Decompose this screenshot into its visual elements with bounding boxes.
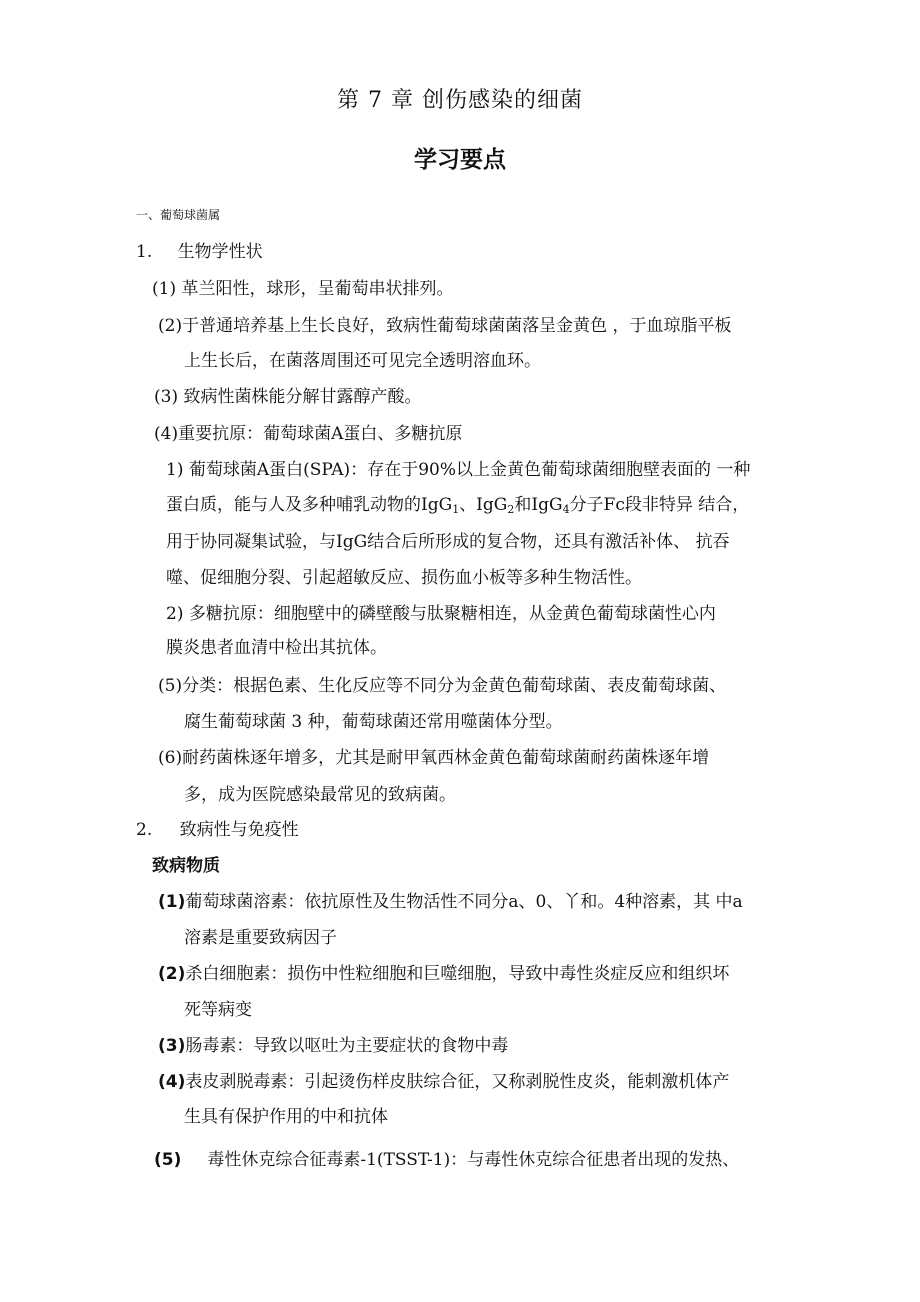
para-1: (1) 革兰阳性，球形，呈葡萄串状排列。 [152,279,454,299]
text-run: 、IgG [459,495,508,515]
text-run: 分子Fc段非特异 结合， [569,495,750,515]
para-5-line-2: 腐生葡萄球菌 3 种，葡萄球菌还常用噬菌体分型。 [184,712,563,732]
item-1-line-2: 溶素是重要致病因子 [184,928,337,948]
heading-2 [136,819,299,841]
item-text: 表皮剥脱毒素：引起烫伤样皮肤综合征，又称剥脱性皮炎，能刺激机体产 [185,1072,730,1092]
item-text: 毒性休克综合征毒素-1(TSST-1)：与毒性休克综合征患者出现的发热、 [207,1150,740,1170]
para-2-line-1: (2)于普通培养基上生长良好，致病性葡萄球菌菌落呈金黄色 ，于血琼脂平板 [158,316,732,336]
heading-1-text: 生物学性状 [177,242,263,262]
section-label: 一、葡萄球菌属 [136,208,221,222]
item-4-line-2: 生具有保护作用的中和抗体 [184,1107,388,1127]
para-6-line-2: 多，成为医院感染最常见的致病菌。 [184,785,456,805]
item-4-line-1 [158,1071,729,1093]
subscript: 2 [507,503,515,516]
text-run: 和IgG [514,495,563,515]
heading-1-number: 1. [136,242,153,262]
subscript: 1 [452,503,460,516]
para-4-1-line-1: 1) 葡萄球菌A蛋白(SPA)：存在于90%以上金黄色葡萄球菌细胞壁表面的 一种 [166,460,751,480]
para-4: (4)重要抗原：葡萄球菌A蛋白、多糖抗原 [154,424,463,444]
para-3: (3) 致病性菌株能分解甘露醇产酸。 [154,387,422,407]
para-4-1-line-3: 用于协同凝集试验，与IgG结合后所形成的复合物，还具有激活补体、 抗吞 [166,532,730,552]
text-run: 蛋白质，能与人及多种哺乳动物的IgG [166,495,453,515]
item-text: 葡萄球菌溶素：依抗原性及生物活性不同分a、0、丫和。4种溶素，其 中a [185,892,743,912]
para-5-line-1: (5)分类：根据色素、生化反应等不同分为金黄色葡萄球菌、表皮葡萄球菌、 [158,676,727,696]
item-text: 杀白细胞素：损伤中性粒细胞和巨噬细胞，导致中毒性炎症反应和组织坏 [185,964,730,984]
heading-2-number: 2. [136,820,153,840]
section-heading: 学习要点 [414,147,506,173]
para-4-1-line-2 [166,494,749,516]
heading-2-text: 致病性与免疫性 [179,820,299,840]
para-4-2-line-1: 2) 多糖抗原：细胞壁中的磷壁酸与肽聚糖相连，从金黄色葡萄球菌性心内 [166,604,716,624]
para-4-1-line-4: 噬、促细胞分裂、引起超敏反应、损伤血小板等多种生物活性。 [166,568,642,588]
chapter-title: 第 7 章 创伤感染的细菌 [337,88,583,113]
para-4-2-line-2: 膜炎患者血清中检出其抗体。 [166,638,387,658]
item-number: (2) [158,964,186,984]
item-2-line-2: 死等病变 [184,1000,252,1020]
item-2-line-1 [158,963,729,985]
item-number: (4) [158,1072,186,1092]
item-1-line-1 [158,891,743,913]
item-number: (3) [158,1036,186,1056]
heading-1 [136,241,263,263]
subscript: 4 [562,503,570,516]
subheading: 致病物质 [152,856,220,876]
item-number: (1) [158,892,186,912]
item-number: (5) [154,1150,182,1170]
item-text: 肠毒素：导致以呕吐为主要症状的食物中毒 [185,1036,509,1056]
para-6-line-1: (6)耐药菌株逐年增多，尤其是耐甲氧西林金黄色葡萄球菌耐药菌株逐年增 [158,748,710,768]
item-5 [154,1149,739,1171]
para-2-line-2: 上生长后，在菌落周围还可见完全透明溶血环。 [184,351,541,371]
item-3 [158,1035,508,1057]
